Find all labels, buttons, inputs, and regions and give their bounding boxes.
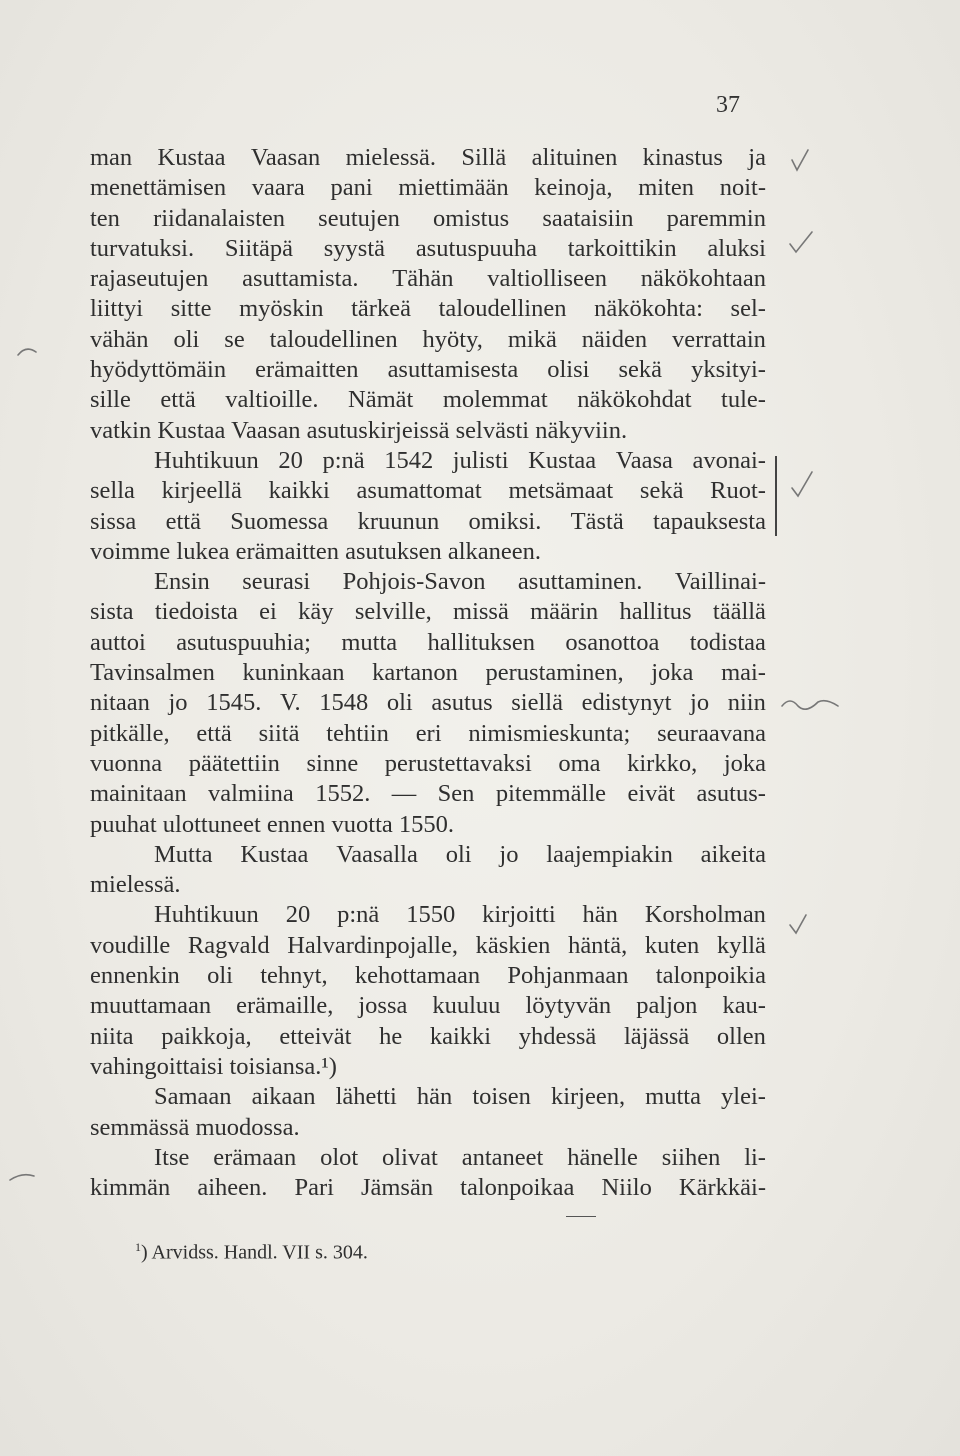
text-line: niita paikkoja, etteivät he kaikki yhdessä läjässä ollen: [90, 1022, 766, 1050]
text-line: Huhtikuun 20 p:nä 1542 julisti Kustaa Vaasa avonai-: [154, 446, 766, 474]
text-line: vatkin Kustaa Vaasan asutuskirjeissä selvästi näkyviin.: [90, 416, 628, 444]
footnote-underline: [566, 1216, 596, 1217]
footnote: [135, 1240, 368, 1265]
left-margin-mark-icon: [18, 349, 36, 355]
text-line: puuhat ulottuneet ennen vuotta 1550.: [90, 810, 455, 838]
text-line: vuonna päätettiin sinne perustettavaksi oma kirkko, joka: [90, 749, 766, 777]
text-line: mielessä.: [90, 871, 181, 899]
text-line: nitaan jo 1545. V. 1548 oli asutus siellä edistynyt jo niin: [90, 689, 766, 717]
text-line: Tavinsalmen kuninkaan kartanon perustaminen, joka mai-: [90, 659, 766, 687]
text-line: rajaseutujen asuttamista. Tähän valtiolliseen näkökohtaan: [90, 265, 766, 293]
text-line: sille että valtioille. Nämät molemmat näkökohdat tule-: [90, 386, 766, 414]
footnote-marker: 1: [135, 1240, 141, 1254]
text-line: liittyi sitte myöskin tärkeä taloudellinen näkökohta: sel-: [90, 295, 766, 323]
check-mark-icon: [792, 150, 808, 170]
text-line: voudille Ragvald Halvardinpojalle, käskien häntä, kuten kyllä: [90, 931, 766, 959]
check-mark-icon: [792, 472, 812, 496]
text-line: Ensin seurasi Pohjois-Savon asuttaminen. Vaillinai-: [154, 568, 766, 596]
text-line: sissa että Suomessa kruunun omiksi. Tästä tapauksesta: [90, 507, 766, 535]
check-mark-icon: [790, 232, 812, 252]
text-line: pitkälle, että siitä tehtiin eri nimismieskunta; seuraavana: [90, 719, 766, 747]
text-line: mainitaan valmiina 1552. — Sen pitemmälle eivät asutus-: [90, 780, 766, 808]
text-line: vahingoittaisi toisiansa.¹): [90, 1052, 337, 1080]
text-line: turvatuksi. Siitäpä syystä asutuspuuha tarkoittikin aluksi: [90, 234, 766, 262]
left-margin-mark-icon: [10, 1175, 34, 1180]
text-line: Huhtikuun 20 p:nä 1550 kirjoitti hän Korsholman: [154, 901, 766, 929]
text-line: sista tiedoista ei käy selville, missä määrin hallitus täällä: [90, 598, 766, 626]
text-line: sella kirjeellä kaikki asumattomat metsämaat sekä Ruot-: [90, 477, 766, 505]
text-line: auttoi asutuspuuhia; mutta hallituksen osanottoa todistaa: [90, 628, 766, 656]
text-line: kimmän aiheen. Pari Jämsän talonpoikaa Niilo Kärkkäi-: [90, 1174, 766, 1202]
text-line: vähän oli se taloudellinen hyöty, mikä näiden verrattain: [90, 325, 766, 353]
check-mark-icon: [790, 915, 806, 933]
text-line: muuttamaan erämaille, jossa kuuluu löytyvän paljon kau-: [90, 992, 766, 1020]
text-line: menettämisen vaara pani miettimään keinoja, miten noit-: [90, 174, 766, 202]
text-line: ennenkin oli tehnyt, kehottamaan Pohjanmaan talonpoikia: [90, 962, 766, 990]
text-line: man Kustaa Vaasan mielessä. Sillä alituinen kinastus ja: [90, 144, 766, 171]
body-text: [90, 143, 766, 1203]
page-number: 37: [716, 92, 740, 118]
scribble-mark-icon: [782, 701, 838, 710]
text-line: hyödyttömäin erämaitten asuttamisesta olisi sekä yksityi-: [90, 356, 766, 384]
text-line: Samaan aikaan lähetti hän toisen kirjeen, mutta ylei-: [154, 1083, 766, 1111]
text-line: Itse erämaan olot olivat antaneet hänelle siihen li-: [154, 1143, 766, 1171]
text-line: semmässä muodossa.: [90, 1113, 300, 1141]
text-line: ten riidanalaisten seutujen omistus saataisiin paremmin: [90, 204, 766, 232]
text-line: voimme lukea erämaitten asutuksen alkaneen.: [90, 537, 542, 565]
text-line: Mutta Kustaa Vaasalla oli jo laajempiakin aikeita: [154, 840, 766, 868]
footnote-text: ) Arvidss. Handl. VII s. 304.: [141, 1241, 368, 1264]
